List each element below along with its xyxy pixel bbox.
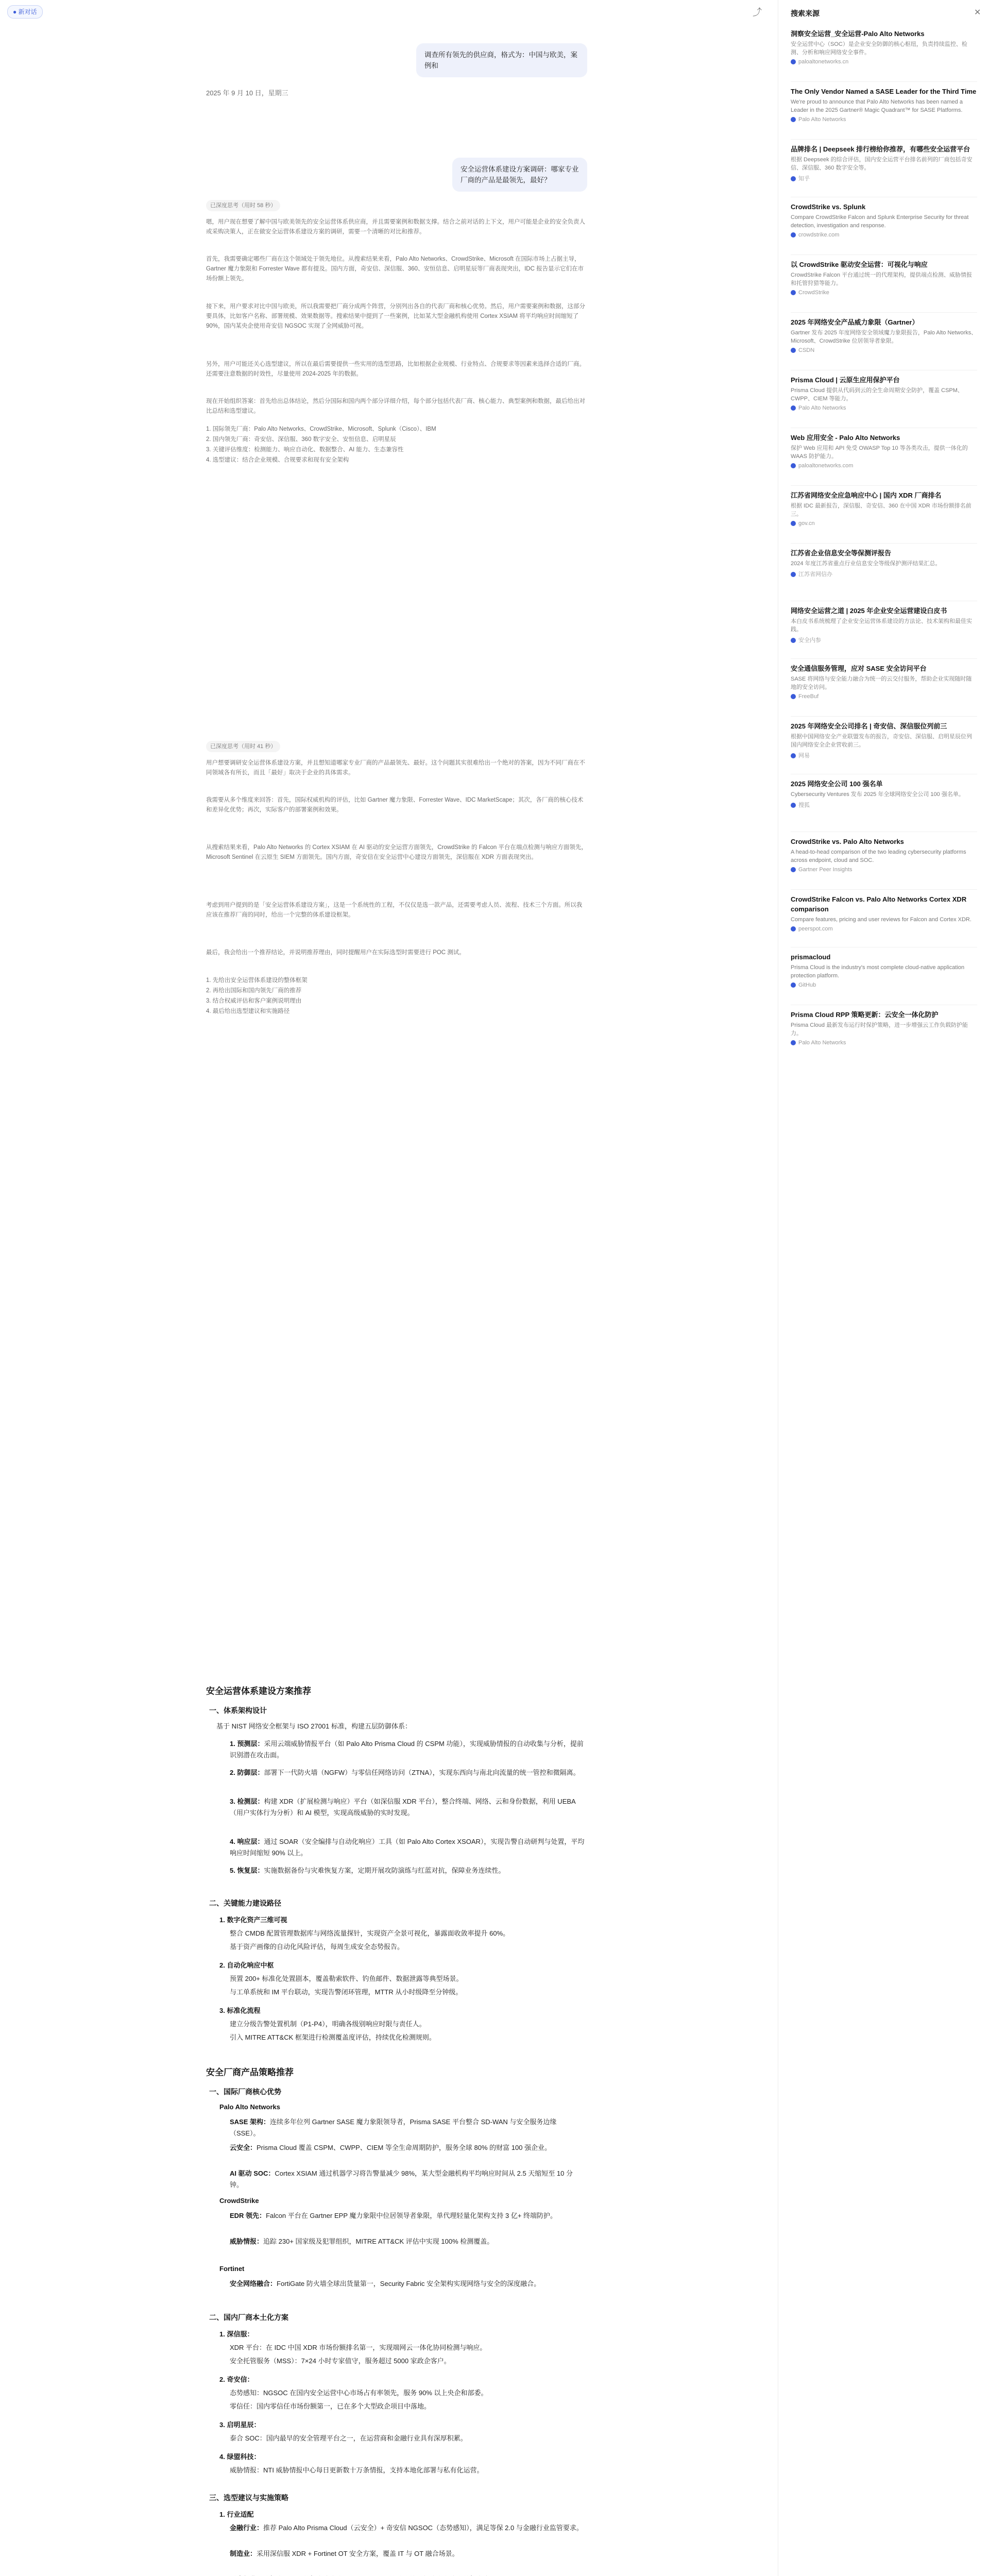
source-site-label: 搜狐 bbox=[798, 802, 810, 808]
section-heading: 二、国内厂商本土化方案 bbox=[209, 2313, 288, 2321]
bullet-item: 整合 CMDB 配置管理数据库与网络流量探针，实现资产全景可视化，暴露面收敛率提升 60%。 bbox=[230, 1929, 510, 1937]
bullet-item: 安全托管服务（MSS）：7×24 小时专家值守，服务超过 5000 家政企客户。 bbox=[230, 2357, 451, 2365]
source-result[interactable] bbox=[791, 548, 977, 578]
thinking-paragraph: 另外，用户可能还关心选型建议，所以在最后需要提供一些实用的选型思路，比如根据企业规模、行业特点、合规要求等因素来选择合适的厂商。还需要注意数据的时效性，尽量使用 2024-2025 年的数据。 bbox=[206, 361, 585, 377]
source-title[interactable]: 江苏省企业信息安全等保测评报告 bbox=[791, 549, 892, 557]
source-site bbox=[791, 751, 977, 759]
thinking-paragraph: 从搜索结果来看，Palo Alto Networks 的 Cortex XSIAM 在 AI 驱动的安全运营方面领先，CrowdStrike 的 Falcon 平台在端点检测与响应方面领先，Microsoft Sentinel 在云原生 SIEM 方面领先。国内方面，奇安信在安全运营中心建设方面领先，深信服在 XDR 方面表现突出。 bbox=[206, 844, 587, 860]
thinking-list-item: 1. 先给出安全运营体系建设的整体框架 bbox=[206, 977, 308, 984]
site-favicon-icon bbox=[791, 521, 796, 526]
source-site bbox=[791, 636, 977, 644]
source-title[interactable]: Web 应用安全 - Palo Alto Networks bbox=[791, 434, 900, 442]
site-favicon-icon bbox=[791, 926, 796, 931]
source-snippet: We're proud to announce that Palo Alto Networks has been named a Leader in the 2025 Gartner® Magic Quadrant™ for SASE Platforms. bbox=[791, 99, 963, 113]
list-item-key: 威胁情报： bbox=[230, 2238, 264, 2245]
source-snippet: 本白皮书系统梳理了企业安全运营体系建设的方法论、技术架构和最佳实践。 bbox=[791, 618, 972, 633]
source-snippet: Compare CrowdStrike Falcon and Splunk Enterprise Security for threat detection, investigation and response. bbox=[791, 214, 969, 229]
list-item-value: 构建 XDR（扩展检测与响应）平台（如深信服 XDR 平台），整合终端、网络、云和身份数据，利用 UEBA（用户实体行为分析）和 AI 模型，实现高级威胁的实时发现。 bbox=[230, 1798, 576, 1817]
source-title[interactable]: 洞察安全运营_安全运营-Palo Alto Networks bbox=[791, 30, 925, 38]
list-item-value: 采用深信服 XDR + Fortinet OT 安全方案，覆盖 IT 与 OT 融合场景。 bbox=[257, 2550, 459, 2557]
source-title[interactable]: Prisma Cloud RPP 策略更新：云安全一体化防护 bbox=[791, 1011, 939, 1019]
thinking-list-item: 4. 最后给出选型建议和实施路径 bbox=[206, 1008, 290, 1014]
source-snippet: Cybersecurity Ventures 发布 2025 年全球网络安全公司 100 强名单。 bbox=[791, 791, 964, 798]
source-snippet: Prisma Cloud 最新发布运行时保护策略，进一步增强云工作负载防护能力。 bbox=[791, 1022, 968, 1037]
source-site-label: 知乎 bbox=[798, 176, 810, 182]
answer-heading: 安全厂商产品策略推荐 bbox=[206, 2067, 294, 2077]
source-site-label: peerspot.com bbox=[798, 926, 833, 932]
bullet-item: 引入 MITRE ATT&CK 框架进行检测覆盖度评估，持续优化检测规则。 bbox=[230, 2033, 436, 2041]
chat-area bbox=[0, 25, 778, 2576]
source-title[interactable]: 江苏省网络安全应急响应中心 | 国内 XDR 厂商排名 bbox=[791, 492, 942, 499]
divider bbox=[791, 81, 977, 82]
site-favicon-icon bbox=[791, 803, 796, 808]
site-favicon-icon bbox=[791, 982, 796, 988]
list-item bbox=[230, 1738, 585, 1761]
list-item-value: Falcon 平台在 Gartner EPP 魔力象限中位居领导者象限，单代理轻量化架构支持 3 亿+ 终端防护。 bbox=[266, 2212, 557, 2219]
vendor-heading: CrowdStrike bbox=[219, 2197, 259, 2205]
divider bbox=[791, 543, 977, 544]
list-item bbox=[230, 2574, 585, 2576]
site-favicon-icon bbox=[791, 1040, 796, 1045]
section-heading: 二、关键能力建设路径 bbox=[209, 1899, 281, 1907]
source-result[interactable] bbox=[791, 375, 977, 411]
site-favicon-icon bbox=[791, 572, 796, 577]
share-icon[interactable]: ⤴ bbox=[753, 7, 762, 18]
vendor-heading: Fortinet bbox=[219, 2265, 245, 2273]
list-item bbox=[230, 2210, 585, 2233]
source-site bbox=[791, 570, 977, 578]
thinking-paragraph: 嗯，用户现在想要了解中国与欧美领先的安全运营体系供应商，并且需要案例和数据支撑。结合之前对话的上下文，用户可能是企业的安全负责人或采购决策人，正在做安全运营体系建设方案的调研，需要一个清晰的对比和推荐。 bbox=[206, 219, 585, 235]
subsection-heading: 1. 行业适配 bbox=[219, 2511, 254, 2518]
divider bbox=[791, 312, 977, 313]
source-result[interactable] bbox=[791, 1010, 977, 1046]
source-result[interactable] bbox=[791, 202, 977, 238]
site-favicon-icon bbox=[791, 867, 796, 872]
source-site bbox=[791, 347, 977, 353]
list-item-key: EDR 领先： bbox=[230, 2212, 266, 2219]
site-favicon-icon bbox=[791, 59, 796, 64]
thinking-paragraph: 考虑到用户提到的是「安全运营体系建设方案」，这是一个系统性的工程，不仅仅是选一款产品，还需要考虑人员、流程、技术三个方面。所以我应该在推荐厂商的同时，给出一个完整的体系建设框架。 bbox=[206, 902, 583, 918]
source-snippet: Prisma Cloud 提供从代码到云的全生命周期安全防护，覆盖 CSPM、CWPP、CIEM 等能力。 bbox=[791, 387, 963, 402]
section-intro: 基于 NIST 网络安全框架与 ISO 27001 标准，构建五层防御体系： bbox=[216, 1722, 412, 1730]
list-item-value: 通过 SOAR（安全编排与自动化响应）工具（如 Palo Alto Cortex XSOAR），实现告警自动研判与处置，平均响应时间缩短 90% 以上。 bbox=[230, 1838, 585, 1857]
thinking-paragraph: 用户想要调研安全运营体系建设方案，并且想知道哪家专业厂商的产品最领先、最好。这个问题其实很难给出一个绝对的答案，因为不同厂商在不同领域各有所长，而且「最好」取决于企业的具体需求。 bbox=[206, 760, 585, 776]
source-site-label: Palo Alto Networks bbox=[798, 405, 846, 411]
thinking-list-item: 3. 结合权威评估和客户案例说明理由 bbox=[206, 998, 302, 1004]
source-snippet: 根据中国网络安全产业联盟发布的报告，奇安信、深信服、启明星辰位列国内网络安全企业营收前三。 bbox=[791, 734, 972, 748]
vendor-heading: 4. 绿盟科技： bbox=[219, 2453, 261, 2461]
list-item-value: 部署下一代防火墙（NGFW）与零信任网络访问（ZTNA），实现东西向与南北向流量的统一管控和微隔离。 bbox=[264, 1769, 580, 1776]
sources-sidebar bbox=[778, 0, 989, 2576]
thinking-paragraph: 首先，我需要确定哪些厂商在这个领域处于领先地位。从搜索结果来看，Palo Alto Networks、CrowdStrike、Microsoft 在国际市场上占据主导，Gartner 魔力象限和 Forrester Wave 都有提及。国内方面，奇安信、深信服、360、安恒信息、启明星辰等厂商表现突出，IDC 报告显示它们在市场份额上领先。 bbox=[206, 256, 584, 282]
source-snippet: 根据 Deepseek 的综合评估，国内安全运营平台排名前列的厂商包括奇安信、深信服、360 数字安全等。 bbox=[791, 157, 973, 171]
source-site-label: 安全内参 bbox=[798, 637, 821, 643]
source-site bbox=[791, 290, 977, 296]
source-site bbox=[791, 174, 977, 182]
source-site-label: gov.cn bbox=[798, 520, 815, 527]
top-bar bbox=[0, 0, 778, 25]
source-result[interactable] bbox=[791, 433, 977, 469]
source-title[interactable]: prismacloud bbox=[791, 953, 831, 961]
list-item-key: 1. 预测层： bbox=[230, 1740, 264, 1748]
message-datetime: 2025 年 9 月 10 日，星期三 bbox=[206, 89, 288, 97]
thinking-paragraph: 现在开始组织答案：首先给出总体结论，然后分国际和国内两个部分详细介绍，每个部分包括代表厂商、核心能力、典型案例和数据，最后给出对比总结和选型建议。 bbox=[206, 398, 585, 414]
divider bbox=[791, 485, 977, 486]
source-site bbox=[791, 463, 977, 469]
site-favicon-icon bbox=[791, 405, 796, 411]
source-title[interactable]: 品牌排名 | Deepseek 排行榜给你推荐，有哪些安全运营平台 bbox=[791, 145, 970, 153]
source-title[interactable]: Prisma Cloud | 云原生应用保护平台 bbox=[791, 376, 900, 384]
source-site-label: paloaltonetworks.com bbox=[798, 463, 854, 469]
source-site bbox=[791, 405, 977, 411]
bullet-item: 预置 200+ 标准化处置剧本，覆盖勒索软件、钓鱼邮件、数据泄露等典型场景。 bbox=[230, 1975, 463, 1982]
thinking-toggle[interactable]: 已深度思考（用时 58 秒） bbox=[206, 200, 280, 211]
list-item-key: 云安全： bbox=[230, 2144, 257, 2151]
bullet-item: 与工单系统和 IM 平台联动，实现告警闭环管理，MTTR 从小时级降至分钟级。 bbox=[230, 1988, 463, 1996]
list-item-value: 采用云端威胁情报平台（如 Palo Alto Prisma Cloud 的 CSPM 功能），实现威胁情报的自动收集与分析，提前识别潜在攻击面。 bbox=[230, 1740, 584, 1759]
thinking-list-item: 4. 选型建议：结合企业规模、合规要求和现有安全架构 bbox=[206, 457, 349, 463]
vendor-heading: 1. 深信服： bbox=[219, 2330, 254, 2338]
source-site bbox=[791, 693, 977, 700]
site-favicon-icon bbox=[791, 638, 796, 643]
list-item-value: 实施数据备份与灾难恢复方案，定期开展攻防演练与红蓝对抗，保障业务连续性。 bbox=[264, 1867, 505, 1874]
section-heading: 一、国际厂商核心优势 bbox=[209, 2088, 281, 2096]
section-heading: 一、体系架构设计 bbox=[209, 1706, 267, 1715]
thinking-paragraph: 最后，我会给出一个推荐结论，并说明推荐理由，同时提醒用户在实际选型时需要进行 POC 测试。 bbox=[206, 950, 465, 956]
bullet-item: 建立分级告警处置机制（P1-P4），明确各级别响应时限与责任人。 bbox=[230, 2020, 426, 2028]
list-item-value: 追踪 230+ 国家级及犯罪组织，MITRE ATT&CK 评估中实现 100% 检测覆盖。 bbox=[263, 2238, 494, 2245]
source-title[interactable]: 网络安全运营之道 | 2025 年企业安全运营建设白皮书 bbox=[791, 607, 947, 615]
source-result[interactable] bbox=[791, 952, 977, 988]
new-chat-badge[interactable]: ● 新对话 bbox=[7, 5, 43, 19]
list-item-value: 推荐 Palo Alto Prisma Cloud（云安全）+ 奇安信 NGSOC（态势感知），满足等保 2.0 与金融行业监管要求。 bbox=[263, 2524, 583, 2532]
list-item-key: 2. 防御层： bbox=[230, 1769, 264, 1776]
thinking-paragraph: 我需要从多个维度来回答：首先，国际权威机构的评估，比如 Gartner 魔力象限、Forrester Wave、IDC MarketScape；其次，各厂商的核心技术和差异化优势；再次，实际客户的部署案例和效果。 bbox=[206, 797, 584, 813]
list-item bbox=[230, 2168, 585, 2191]
source-snippet: 保护 Web 应用和 API 免受 OWASP Top 10 等各类攻击，提供一体化的 WAAS 防护能力。 bbox=[791, 445, 968, 460]
bullet-item: 泰合 SOC：国内最早的安全管理平台之一，在运营商和金融行业具有深厚积累。 bbox=[230, 2434, 467, 2442]
list-item-key: 4. 响应层： bbox=[230, 1838, 264, 1845]
source-result[interactable] bbox=[791, 837, 977, 873]
section-heading: 三、选型建议与实施策略 bbox=[209, 2494, 288, 2502]
source-title[interactable]: 安全通信服务管理，应对 SASE 安全访问平台 bbox=[791, 665, 927, 672]
list-item bbox=[230, 2278, 585, 2301]
subsection-heading: 3. 标准化流程 bbox=[219, 2007, 261, 2014]
list-item-key: 安全网络融合： bbox=[230, 2280, 277, 2287]
source-result[interactable] bbox=[791, 87, 977, 123]
source-result[interactable] bbox=[791, 606, 977, 644]
source-site bbox=[791, 1040, 977, 1046]
source-title[interactable]: 2025 年网络安全产品威力象限（Gartner） bbox=[791, 318, 919, 326]
source-site bbox=[791, 982, 977, 988]
source-result[interactable] bbox=[791, 260, 977, 296]
user-question-1: 调查所有领先的供应商，格式为：中国与欧美，案例和 bbox=[416, 43, 587, 77]
list-item bbox=[230, 1796, 585, 1830]
source-title[interactable]: 以 CrowdStrike 驱动安全运营：可视化与响应 bbox=[791, 261, 928, 268]
source-result[interactable] bbox=[791, 894, 977, 932]
source-result[interactable] bbox=[791, 721, 977, 759]
source-title[interactable]: CrowdStrike vs. Palo Alto Networks bbox=[791, 838, 904, 845]
source-result[interactable] bbox=[791, 317, 977, 353]
list-item-value: 连续多年位列 Gartner SASE 魔力象限领导者，Prisma SASE 平台整合 SD-WAN 与安全服务边缘（SSE）。 bbox=[230, 2118, 557, 2137]
source-snippet: 安全运营中心（SOC）是企业安全防御的核心枢纽，负责持续监控、检测、分析和响应网络安全事件。 bbox=[791, 41, 967, 56]
source-title[interactable]: 2025 年网络安全公司排名 | 奇安信、深信服位列前三 bbox=[791, 722, 947, 730]
thinking-toggle[interactable]: 已深度思考（用时 41 秒） bbox=[206, 741, 280, 752]
vendor-heading: 2. 奇安信： bbox=[219, 2376, 254, 2383]
source-snippet: Gartner 发布 2025 年度网络安全领域魔力象限报告，Palo Alto Networks、Microsoft、CrowdStrike 位居领导者象限。 bbox=[791, 330, 977, 344]
source-site bbox=[791, 116, 977, 123]
source-site-label: crowdstrike.com bbox=[798, 232, 840, 238]
site-favicon-icon bbox=[791, 176, 796, 181]
list-item-key: AI 驱动 SOC： bbox=[230, 2170, 275, 2177]
bullet-item: XDR 平台：在 IDC 中国 XDR 市场份额排名第一，实现端网云一体化协同检测与响应。 bbox=[230, 2344, 487, 2351]
list-item bbox=[230, 1865, 585, 1888]
site-favicon-icon bbox=[791, 348, 796, 353]
source-site-label: Palo Alto Networks bbox=[798, 1040, 846, 1046]
source-site bbox=[791, 867, 977, 873]
divider bbox=[791, 658, 977, 659]
source-result[interactable] bbox=[791, 490, 977, 527]
site-favicon-icon bbox=[791, 117, 796, 122]
list-item bbox=[230, 2522, 585, 2545]
vendor-heading: Palo Alto Networks bbox=[219, 2103, 280, 2111]
source-result[interactable] bbox=[791, 29, 977, 65]
source-snippet: Prisma Cloud is the industry's most complete cloud-native application protection platform. bbox=[791, 964, 965, 979]
list-item-key: SASE 架构： bbox=[230, 2118, 270, 2126]
divider bbox=[791, 889, 977, 890]
list-item-key: 金融行业： bbox=[230, 2524, 264, 2532]
list-item-value: Cortex XSIAM 通过机器学习将告警量减少 98%，某大型金融机构平均响应时间从 2.5 天缩短至 10 分钟。 bbox=[230, 2170, 573, 2189]
source-site-label: Palo Alto Networks bbox=[798, 116, 846, 123]
site-favicon-icon bbox=[791, 463, 796, 468]
source-site-label: paloaltonetworks.cn bbox=[798, 59, 849, 65]
bullet-item: 威胁情报：NTI 威胁情报中心每日更新数十万条情报，支持本地化部署与私有化运营。 bbox=[230, 2466, 484, 2474]
list-item bbox=[230, 2116, 585, 2139]
thinking-list-item: 2. 国内领先厂商：奇安信、深信服、360 数字安全、安恒信息、启明星辰 bbox=[206, 436, 396, 443]
source-snippet: 2024 年度江苏省重点行业信息安全等级保护测评结果汇总。 bbox=[791, 561, 941, 567]
site-favicon-icon bbox=[791, 694, 796, 699]
source-title[interactable]: The Only Vendor Named a SASE Leader for the Third Time bbox=[791, 88, 977, 95]
divider bbox=[791, 716, 977, 717]
list-item-value: Prisma Cloud 覆盖 CSPM、CWPP、CIEM 等全生命周期防护，服务全球 80% 的财富 100 强企业。 bbox=[257, 2144, 552, 2151]
vendor-heading: 3. 启明星辰： bbox=[219, 2421, 261, 2429]
source-title[interactable]: CrowdStrike vs. Splunk bbox=[791, 203, 866, 211]
source-snippet: SASE 将网络与安全能力融合为统一的云交付服务，帮助企业实现随时随地的安全访问。 bbox=[791, 676, 972, 690]
site-favicon-icon bbox=[791, 290, 796, 295]
divider bbox=[791, 139, 977, 140]
list-item bbox=[230, 2142, 585, 2165]
list-item-value: FortiGate 防火墙全球出货量第一，Security Fabric 安全架构实现网络与安全的深度融合。 bbox=[277, 2280, 541, 2287]
source-snippet: A head-to-head comparison of the two leading cybersecurity platforms across endpoint, cloud and SOC. bbox=[791, 849, 966, 863]
site-favicon-icon bbox=[791, 232, 796, 238]
source-site-label: GitHub bbox=[798, 982, 816, 988]
user-question-2: 安全运营体系建设方案调研：哪家专业厂商的产品是最领先，最好？ bbox=[452, 158, 587, 192]
subsection-heading: 2. 自动化响应中枢 bbox=[219, 1961, 274, 1969]
source-snippet: Compare features, pricing and user reviews for Falcon and Cortex XDR. bbox=[791, 917, 971, 923]
source-site-label: CrowdStrike bbox=[798, 290, 829, 296]
list-item-key: 5. 恢复层： bbox=[230, 1867, 264, 1874]
source-result[interactable] bbox=[791, 779, 977, 809]
source-site-label: FreeBuf bbox=[798, 693, 819, 700]
source-snippet: CrowdStrike Falcon 平台通过统一的代理架构，提供端点检测、威胁情报和托管狩猎等能力。 bbox=[791, 272, 973, 286]
source-site bbox=[791, 801, 977, 809]
site-favicon-icon bbox=[791, 753, 796, 758]
source-site bbox=[791, 232, 977, 238]
bullet-item: 零信任：国内零信任市场份额第一，已在多个大型政企项目中落地。 bbox=[230, 2402, 431, 2410]
source-title[interactable]: CrowdStrike Falcon vs. Palo Alto Networks Cortex XDR comparison bbox=[791, 895, 967, 913]
source-site-label: 网易 bbox=[798, 753, 810, 759]
answer-heading: 安全运营体系建设方案推荐 bbox=[206, 1686, 311, 1696]
source-result[interactable] bbox=[791, 144, 977, 182]
bullet-item: 态势感知：NGSOC 在国内安全运营中心市场占有率领先，服务 90% 以上央企和部委。 bbox=[230, 2389, 488, 2397]
list-item bbox=[230, 1767, 585, 1790]
list-item bbox=[230, 2236, 585, 2259]
list-item bbox=[230, 2548, 585, 2571]
source-site-label: CSDN bbox=[798, 347, 815, 353]
list-item-key: 3. 检测层： bbox=[230, 1798, 264, 1805]
thinking-list-item: 2. 再给出国际和国内领先厂商的推荐 bbox=[206, 988, 302, 994]
source-site-label: Gartner Peer Insights bbox=[798, 867, 852, 873]
source-title[interactable]: 2025 网络安全公司 100 强名单 bbox=[791, 780, 883, 788]
list-item-key: 制造业： bbox=[230, 2550, 257, 2557]
list-item bbox=[230, 1836, 585, 1859]
thinking-list-item: 3. 关键评估维度：检测能力、响应自动化、数据整合、AI 能力、生态兼容性 bbox=[206, 447, 404, 453]
thinking-list-item: 1. 国际领先厂商：Palo Alto Networks、CrowdStrike、Microsoft、Splunk（Cisco）、IBM bbox=[206, 426, 436, 432]
bullet-item: 基于资产画像的自动化风险评估，每周生成安全态势报告。 bbox=[230, 1943, 404, 1951]
source-snippet: 根据 IDC 最新报告，深信服、奇安信、360 在中国 XDR 市场份额排名前三。 bbox=[791, 503, 971, 517]
subsection-heading: 1. 数字化资产三维可视 bbox=[219, 1916, 287, 1924]
thinking-paragraph: 接下来，用户要求对比中国与欧美，所以我需要把厂商分成两个阵营，分别列出各自的代表厂商和核心优势。然后，用户需要案例和数据，这部分要具体，比如客户名称、部署规模、效果数据等。搜索结果中提到了一些案例，比如某大型金融机构使用 Cortex XSIAM 将平均响应时间缩短了 90%，国内某央企使用奇安信 NGSOC 实现了全网威胁可视。 bbox=[206, 303, 585, 329]
source-site bbox=[791, 926, 977, 932]
close-icon[interactable]: ✕ bbox=[974, 8, 981, 17]
source-result[interactable] bbox=[791, 664, 977, 700]
source-site bbox=[791, 59, 977, 65]
sidebar-title: 搜索来源 bbox=[791, 9, 820, 18]
source-site-label: 江苏省网信办 bbox=[798, 571, 832, 578]
source-site bbox=[791, 520, 977, 527]
